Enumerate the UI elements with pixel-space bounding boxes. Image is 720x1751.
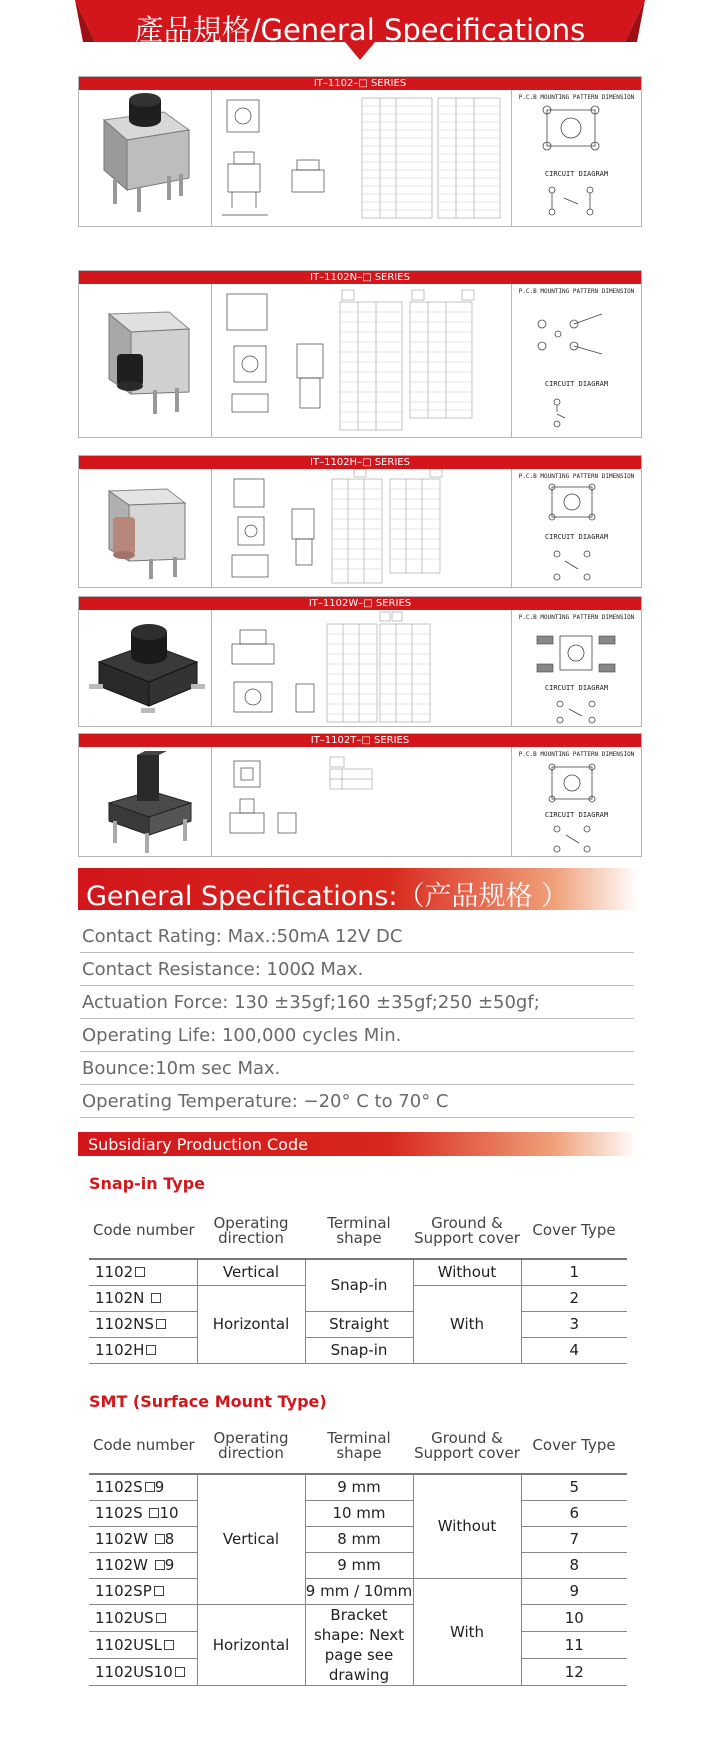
placeholder-box-icon xyxy=(156,1319,166,1329)
pcb-pattern-panel xyxy=(512,469,641,587)
series-block-1102t xyxy=(78,733,642,857)
terminal-cell: 8 mm xyxy=(305,1526,413,1552)
series-block-1102w xyxy=(78,596,642,727)
direction-cell: Horizontal xyxy=(197,1604,305,1685)
terminal-cell: 9 mm xyxy=(305,1552,413,1578)
code-cell: 1102NS xyxy=(89,1311,197,1337)
spec-bounce: Bounce:10m sec Max. xyxy=(80,1052,634,1085)
cover-cell: 1 xyxy=(521,1259,627,1285)
code-cell: 1102USL xyxy=(89,1631,197,1658)
table-row xyxy=(89,1500,627,1526)
code-cell: 1102N xyxy=(89,1285,197,1311)
pcb-pattern-title: P.C.B MOUNTING PATTERN DIMENSION xyxy=(518,473,635,480)
placeholder-box-icon xyxy=(175,1667,185,1677)
code-cell: 1102W 8 xyxy=(89,1526,197,1552)
placeholder-box-icon xyxy=(149,1508,159,1518)
ground-cell: Without xyxy=(413,1474,521,1578)
terminal-cell: 9 mm xyxy=(305,1474,413,1500)
series-label: IT–1102T–□ SERIES xyxy=(79,734,641,747)
cover-cell: 10 xyxy=(521,1604,627,1631)
code-cell: 1102S 9 xyxy=(89,1474,197,1500)
header-cover-type: Cover Type xyxy=(521,1203,627,1259)
terminal-cell: 10 mm xyxy=(305,1500,413,1526)
code-cell: 1102SP xyxy=(89,1578,197,1604)
spec-operating-temperature: Operating Temperature: −20° C to 70° C xyxy=(80,1085,634,1118)
smt-type-title: SMT (Surface Mount Type) xyxy=(89,1392,327,1411)
snap-in-code-table xyxy=(89,1203,627,1364)
series-label: IT–1102–□ SERIES xyxy=(79,77,641,90)
header-terminal-shape: Terminal shape xyxy=(305,1203,413,1259)
header-operating-direction: Operating direction xyxy=(197,1203,305,1259)
pcb-pattern-panel xyxy=(512,90,641,226)
pcb-pattern-title: P.C.B MOUNTING PATTERN DIMENSION xyxy=(518,288,635,295)
cover-cell: 5 xyxy=(521,1474,627,1500)
spec-contact-resistance: Contact Resistance: 100Ω Max. xyxy=(80,953,634,986)
placeholder-box-icon xyxy=(135,1267,145,1277)
cover-cell: 9 xyxy=(521,1578,627,1604)
terminal-cell: Straight xyxy=(305,1311,413,1337)
spec-operating-life: Operating Life: 100,000 cycles Min. xyxy=(80,1019,634,1052)
table-row xyxy=(89,1474,627,1500)
code-cell: 1102W 9 xyxy=(89,1552,197,1578)
series-block-1102n xyxy=(78,270,642,438)
placeholder-box-icon xyxy=(145,1482,155,1492)
direction-cell: Vertical xyxy=(197,1474,305,1604)
subsidiary-code-header xyxy=(78,1132,638,1156)
cover-cell: 11 xyxy=(521,1631,627,1658)
ground-cell: With xyxy=(413,1578,521,1685)
header-ground-support-cover: Ground & Support cover xyxy=(413,1203,521,1259)
product-photo xyxy=(79,747,212,856)
code-cell: 1102S 10 xyxy=(89,1500,197,1526)
dimension-drawing xyxy=(212,610,512,726)
spec-actuation-force: Actuation Force: 130 ±35gf;160 ±35gf;250 ±50gf; xyxy=(80,986,634,1019)
series-block-1102 xyxy=(78,76,642,227)
subsidiary-code-title: Subsidiary Production Code xyxy=(88,1135,308,1154)
table-header-row xyxy=(89,1203,627,1259)
series-block-1102h xyxy=(78,455,642,588)
header-ground-support-cover: Ground & Support cover xyxy=(413,1418,521,1474)
dimension-drawing xyxy=(212,90,512,226)
table-row xyxy=(89,1259,627,1285)
pcb-pattern-title: P.C.B MOUNTING PATTERN DIMENSION xyxy=(518,751,635,758)
placeholder-box-icon xyxy=(155,1560,165,1570)
cover-cell: 8 xyxy=(521,1552,627,1578)
snap-in-type-title: Snap-in Type xyxy=(89,1174,205,1193)
table-row xyxy=(89,1552,627,1578)
placeholder-box-icon xyxy=(156,1613,166,1623)
cover-cell: 7 xyxy=(521,1526,627,1552)
code-cell: 1102US10 xyxy=(89,1658,197,1685)
product-photo xyxy=(79,610,212,726)
table-row xyxy=(89,1311,627,1337)
header-terminal-shape: Terminal shape xyxy=(305,1418,413,1474)
code-cell: 1102H xyxy=(89,1337,197,1363)
product-photo xyxy=(79,284,212,437)
table-row xyxy=(89,1578,627,1604)
pcb-pattern-title: P.C.B MOUNTING PATTERN DIMENSION xyxy=(518,614,635,621)
header-code-number: Code number xyxy=(89,1203,197,1259)
table-header-row xyxy=(89,1418,627,1474)
placeholder-box-icon xyxy=(164,1640,174,1650)
direction-cell: Horizontal xyxy=(197,1285,305,1363)
cover-cell: 3 xyxy=(521,1311,627,1337)
placeholder-box-icon xyxy=(146,1345,156,1355)
general-specifications-header xyxy=(78,868,638,910)
dimension-drawing xyxy=(212,469,512,587)
circuit-diagram-title: CIRCUIT DIAGRAM xyxy=(544,380,609,388)
header-cover-type: Cover Type xyxy=(521,1418,627,1474)
series-label: IT–1102H–□ SERIES xyxy=(79,456,641,469)
code-cell: 1102 xyxy=(89,1259,197,1285)
table-row xyxy=(89,1337,627,1363)
pcb-pattern-panel xyxy=(512,747,641,856)
terminal-cell: Bracket shape: Next page see drawing xyxy=(305,1604,413,1685)
terminal-cell: Snap-in xyxy=(305,1259,413,1311)
general-specifications-title: General Specifications:（产品规格 ） xyxy=(86,881,569,912)
series-label: IT–1102W–□ SERIES xyxy=(79,597,641,610)
ground-cell: Without xyxy=(413,1259,521,1285)
circuit-diagram-title: CIRCUIT DIAGRAM xyxy=(544,684,609,692)
cover-cell: 12 xyxy=(521,1658,627,1685)
cover-cell: 6 xyxy=(521,1500,627,1526)
pcb-pattern-panel xyxy=(512,284,641,437)
header-code-number: Code number xyxy=(89,1418,197,1474)
circuit-diagram-title: CIRCUIT DIAGRAM xyxy=(544,533,609,541)
smt-code-table xyxy=(89,1418,627,1686)
cover-cell: 2 xyxy=(521,1285,627,1311)
ground-cell: With xyxy=(413,1285,521,1363)
table-row xyxy=(89,1604,627,1631)
dimension-drawing xyxy=(212,747,512,856)
table-row xyxy=(89,1526,627,1552)
placeholder-box-icon xyxy=(155,1534,165,1544)
terminal-cell: Snap-in xyxy=(305,1337,413,1363)
header-operating-direction: Operating direction xyxy=(197,1418,305,1474)
page-banner xyxy=(75,0,645,64)
circuit-diagram-title: CIRCUIT DIAGRAM xyxy=(544,170,609,178)
dimension-drawing xyxy=(212,284,512,437)
spec-contact-rating: Contact Rating: Max.:50mA 12V DC xyxy=(80,920,634,953)
cover-cell: 4 xyxy=(521,1337,627,1363)
pcb-pattern-title: P.C.B MOUNTING PATTERN DIMENSION xyxy=(518,94,635,101)
product-photo xyxy=(79,90,212,226)
banner-title: 產品規格/General Specifications xyxy=(134,13,586,47)
product-photo xyxy=(79,469,212,587)
direction-cell: Vertical xyxy=(197,1259,305,1285)
pcb-pattern-panel xyxy=(512,610,641,726)
placeholder-box-icon xyxy=(154,1586,164,1596)
placeholder-box-icon xyxy=(151,1293,161,1303)
circuit-diagram-title: CIRCUIT DIAGRAM xyxy=(544,811,609,819)
terminal-cell: 9 mm / 10mm xyxy=(305,1578,413,1604)
series-label: IT–1102N–□ SERIES xyxy=(79,271,641,284)
code-cell: 1102US xyxy=(89,1604,197,1631)
